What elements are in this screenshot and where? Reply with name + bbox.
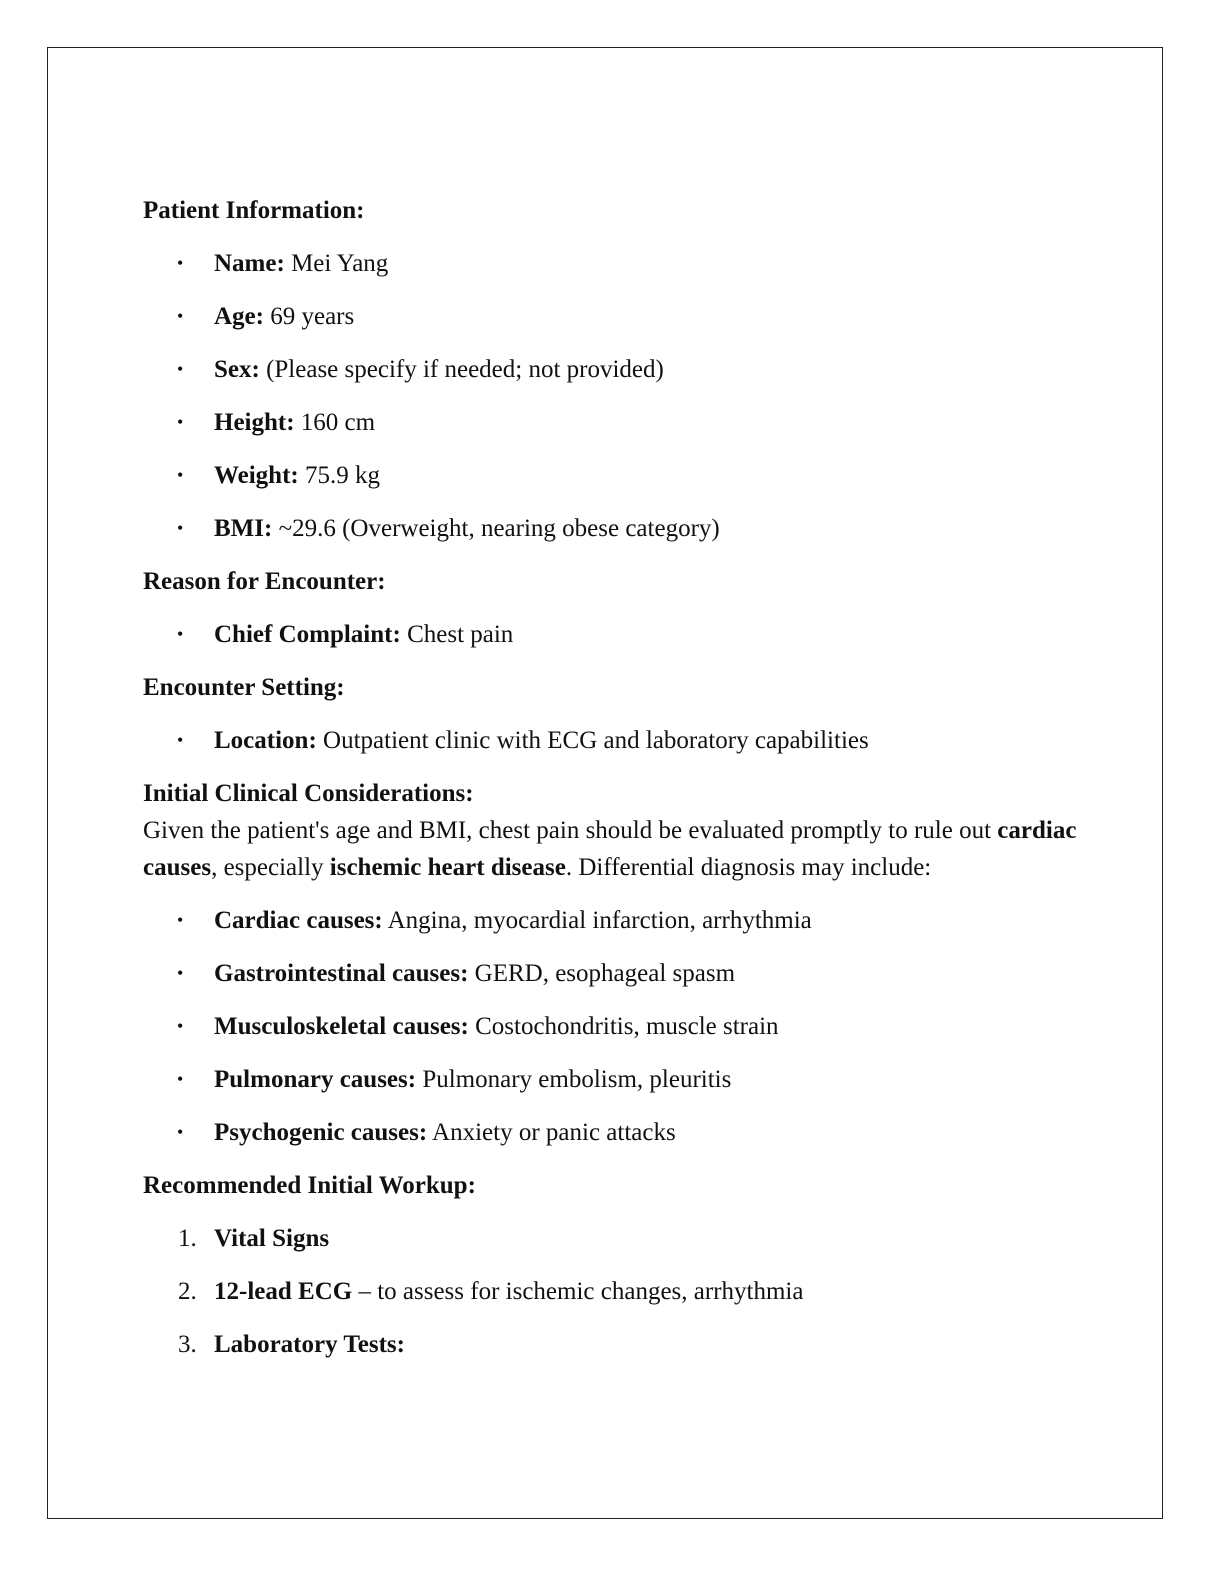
item-label: Cardiac causes: xyxy=(214,907,383,934)
list-item xyxy=(143,1008,1083,1045)
bullet-icon: • xyxy=(177,1016,184,1036)
bullet-icon: • xyxy=(177,1122,184,1142)
item-value: ~29.6 (Overweight, nearing obese category) xyxy=(278,515,720,542)
list-item xyxy=(143,351,1083,388)
workup-heading: Recommended Initial Workup: xyxy=(143,1172,476,1199)
item-value: 69 years xyxy=(270,303,355,330)
patient-info-heading: Patient Information: xyxy=(143,197,365,224)
list-item xyxy=(143,457,1083,494)
list-item xyxy=(143,1220,1083,1257)
item-label: BMI: xyxy=(214,515,273,542)
list-item xyxy=(143,510,1083,547)
bullet-icon: • xyxy=(177,518,184,538)
bullet-icon: • xyxy=(177,412,184,432)
list-item xyxy=(143,245,1083,282)
considerations-heading: Initial Clinical Considerations: xyxy=(143,780,474,807)
setting-list xyxy=(143,722,1083,759)
list-item xyxy=(143,616,1083,653)
item-value: Mei Yang xyxy=(291,250,389,277)
para-text: , especially xyxy=(211,854,330,881)
list-item xyxy=(143,722,1083,759)
item-value: 75.9 kg xyxy=(304,462,380,489)
list-item xyxy=(143,955,1083,992)
item-label: Laboratory Tests: xyxy=(214,1331,405,1358)
list-item xyxy=(143,1061,1083,1098)
item-number: 3. xyxy=(178,1331,197,1358)
reason-list xyxy=(143,616,1083,653)
considerations-paragraph xyxy=(143,812,1083,886)
item-number: 1. xyxy=(178,1225,197,1252)
item-label: Gastrointestinal causes: xyxy=(214,960,469,987)
bullet-icon: • xyxy=(177,624,184,644)
item-label: Vital Signs xyxy=(214,1225,330,1252)
item-label: Chief Complaint: xyxy=(214,621,401,648)
item-value: Anxiety or panic attacks xyxy=(432,1119,676,1146)
item-label: Musculoskeletal causes: xyxy=(214,1013,469,1040)
bullet-icon: • xyxy=(177,359,184,379)
para-text: Given the patient's age and BMI, chest pain should be evaluated promptly to rule out xyxy=(143,817,998,844)
bullet-icon: • xyxy=(177,963,184,983)
bullet-icon: • xyxy=(177,465,184,485)
list-item xyxy=(143,1326,1083,1363)
bullet-icon: • xyxy=(177,730,184,750)
list-item xyxy=(143,1273,1083,1310)
para-bold: ischemic heart disease xyxy=(329,854,566,881)
item-label: Psychogenic causes: xyxy=(214,1119,428,1146)
item-value: (Please specify if needed; not provided) xyxy=(266,356,664,383)
item-value: Outpatient clinic with ECG and laboratory capabilities xyxy=(323,727,869,754)
list-item xyxy=(143,1114,1083,1151)
para-bold: cardiac causes xyxy=(143,817,1077,881)
item-label: 12-lead ECG xyxy=(214,1278,353,1305)
item-value: Costochondritis, muscle strain xyxy=(475,1013,779,1040)
document-body xyxy=(143,192,1083,1363)
item-label: Location: xyxy=(214,727,317,754)
item-value: Chest pain xyxy=(407,621,514,648)
para-text: . Differential diagnosis may include: xyxy=(565,854,932,881)
item-label: Height: xyxy=(214,409,295,436)
differential-list xyxy=(143,902,1083,1151)
item-label: Age: xyxy=(214,303,264,330)
setting-heading: Encounter Setting: xyxy=(143,674,345,701)
list-item xyxy=(143,902,1083,939)
bullet-icon: • xyxy=(177,306,184,326)
bullet-icon: • xyxy=(177,910,184,930)
list-item xyxy=(143,404,1083,441)
workup-list xyxy=(143,1220,1083,1363)
item-label: Pulmonary causes: xyxy=(214,1066,417,1093)
item-value: GERD, esophageal spasm xyxy=(474,960,736,987)
item-value: 160 cm xyxy=(300,409,376,436)
item-label: Name: xyxy=(214,250,285,277)
item-label: Weight: xyxy=(214,462,299,489)
item-value: Pulmonary embolism, pleuritis xyxy=(422,1066,732,1093)
reason-heading: Reason for Encounter: xyxy=(143,568,386,595)
item-value: – to assess for ischemic changes, arrhythmia xyxy=(352,1278,804,1305)
bullet-icon: • xyxy=(177,253,184,273)
patient-info-list xyxy=(143,245,1083,547)
item-number: 2. xyxy=(178,1278,197,1305)
bullet-icon: • xyxy=(177,1069,184,1089)
list-item xyxy=(143,298,1083,335)
item-label: Sex: xyxy=(214,356,260,383)
item-value: Angina, myocardial infarction, arrhythmia xyxy=(387,907,812,934)
